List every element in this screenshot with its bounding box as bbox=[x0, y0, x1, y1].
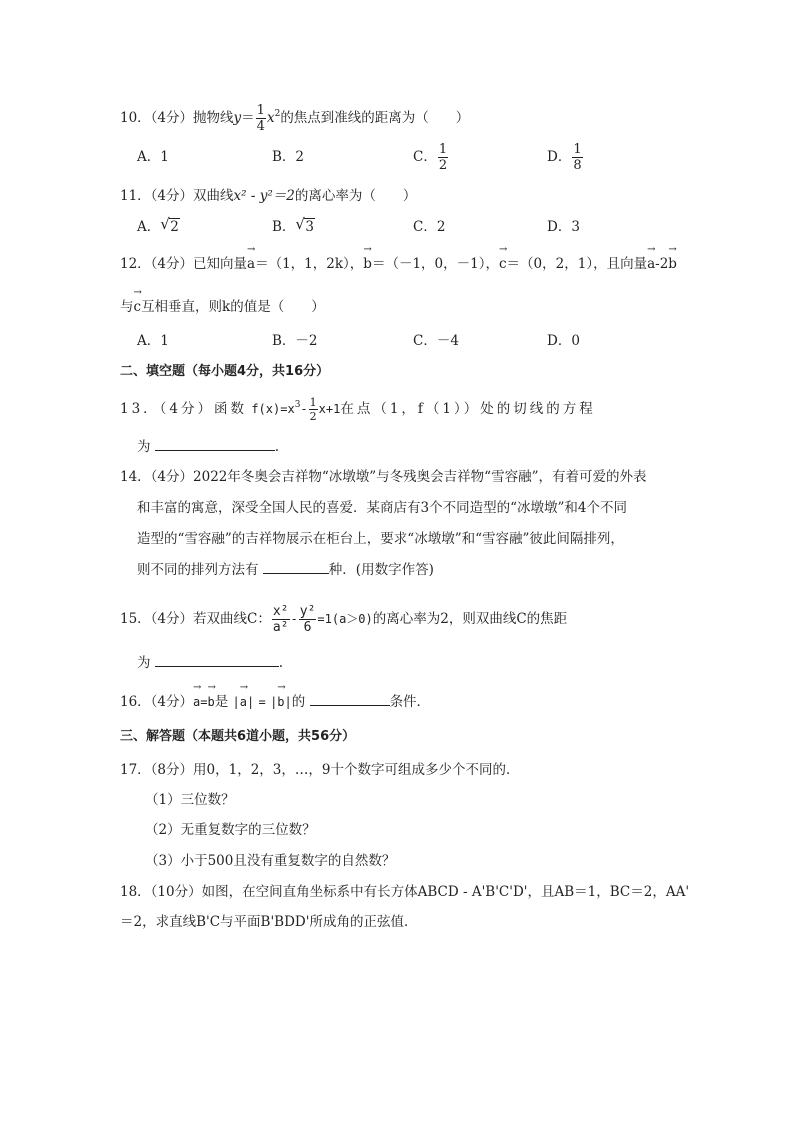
q10-eq: ＝ bbox=[241, 110, 255, 126]
q13-answer-blank[interactable] bbox=[155, 450, 275, 451]
section-3-heading: 三、解答题（本题共6道小题，共56分） bbox=[120, 729, 356, 744]
q10-fraction: $\frac{1}{4}$ bbox=[256, 103, 265, 134]
q12-option-b: B．－2 bbox=[272, 333, 318, 349]
q10-option-a: A．1 bbox=[137, 149, 169, 165]
question-14: 14．（4分）2022年冬奥会吉祥物“冰墩墩”与冬残奥会吉祥物“雪容融”，有着可爱的外表 bbox=[120, 469, 647, 485]
question-15-line2: 为 . bbox=[137, 655, 284, 671]
question-14-line2: 和丰富的寓意，深受全国人民的喜爱．某商店有3个不同造型的“冰墩墩”和4个不同 bbox=[137, 500, 627, 516]
question-17: 17．（8分）用0，1，2，3，…，9十个数字可组成多少个不同的． bbox=[120, 762, 520, 778]
q11-option-d: D．3 bbox=[547, 219, 580, 235]
question-14-line4: 则不同的排列方法有 种．(用数字作答) bbox=[137, 562, 434, 578]
q11-equation: x² - y²＝2 bbox=[233, 188, 295, 204]
question-16: 16．（4分） → a= → b是 | → a| = | → b|的 条件． bbox=[120, 682, 431, 710]
q17-part-2: （2）无重复数字的三位数？ bbox=[145, 822, 316, 838]
question-13-line2: 为 . bbox=[137, 439, 280, 455]
q12-vector-a: → a bbox=[247, 244, 256, 272]
question-12: 12．（4分）已知向量 → a＝（1，1，2k）， → b＝（－1，0，－1）， → c＝（0，2，1），且向量 → a-2 → b bbox=[120, 244, 677, 272]
q15-answer-blank[interactable] bbox=[155, 666, 279, 667]
q10-option-d: D． $\frac{1}{8}$ bbox=[547, 142, 582, 173]
question-11 bbox=[120, 186, 416, 206]
q10-var-y: y bbox=[233, 110, 242, 126]
q13-stem: 13．（4分）函数 bbox=[120, 401, 248, 417]
q11-option-a: A． √ 2 bbox=[137, 215, 179, 235]
q14-answer-blank[interactable] bbox=[263, 573, 329, 574]
q16-answer-blank[interactable] bbox=[310, 705, 390, 706]
q17-part-1: （1）三位数？ bbox=[145, 792, 235, 808]
q12-option-c: C．－4 bbox=[413, 333, 459, 349]
section-2-heading: 二、填空题（每小题4分，共16分） bbox=[120, 364, 330, 379]
q17-part-3: （3）小于500且没有重复数字的自然数？ bbox=[145, 853, 396, 869]
q11-option-b: B． √ 3 bbox=[272, 215, 315, 235]
question-18: 18．（10分）如图，在空间直角坐标系中有长方体ABCD - A'B'C'D'，且AB＝1，BC＝2，AA' bbox=[120, 884, 690, 900]
question-18-line2: ＝2，求直线B'C与平面B'BDD'所成角的正弦值． bbox=[120, 914, 418, 930]
q11-tail: 的离心率为（ ） bbox=[294, 188, 417, 204]
q11-option-c: C．2 bbox=[413, 219, 446, 235]
q12-stem: 12．（4分）已知向量 bbox=[120, 256, 248, 272]
q10-option-c: C． $\frac{1}{2}$ bbox=[413, 142, 448, 173]
q12-option-a: A．1 bbox=[137, 333, 169, 349]
q10-tail: 的焦点到准线的距离为（ ） bbox=[280, 110, 470, 126]
q15-stem: 15．（4分）若双曲线C： bbox=[120, 611, 271, 627]
q12-vector-b: → b bbox=[363, 244, 372, 272]
question-14-line3: 造型的“雪容融”的吉祥物展示在柜台上，要求“冰墩墩”和“雪容融”彼此间隔排列， bbox=[137, 531, 624, 547]
q11-stem: 11．（4分）双曲线 bbox=[120, 188, 234, 204]
q10-var-x: x bbox=[266, 110, 275, 126]
q12-option-d: D．0 bbox=[547, 333, 580, 349]
question-12-line2: 与 → c互相垂直，则k的值是（ ） bbox=[120, 287, 325, 315]
q12-vector-c: → c bbox=[498, 244, 508, 272]
q16-stem: 16．（4分） bbox=[120, 694, 194, 710]
q10-option-b: B．2 bbox=[272, 149, 305, 165]
question-13: 13．（4分）函数 $f(x)=x^3-$ $\frac{1}{2}$ x+1在点（1，f（1））处的切线的方程 bbox=[120, 396, 596, 423]
question-10 bbox=[120, 104, 469, 133]
q10-power: 2 bbox=[274, 109, 281, 119]
q10-stem: 10．（4分）抛物线 bbox=[120, 110, 234, 126]
question-15: 15．（4分）若双曲线C： $\frac{\text{x²}}{\text{a²}}$ - $\frac{\text{y²}}{6}$ =1(a＞0)的离心率为2，则双曲线C的焦距 bbox=[120, 604, 568, 635]
